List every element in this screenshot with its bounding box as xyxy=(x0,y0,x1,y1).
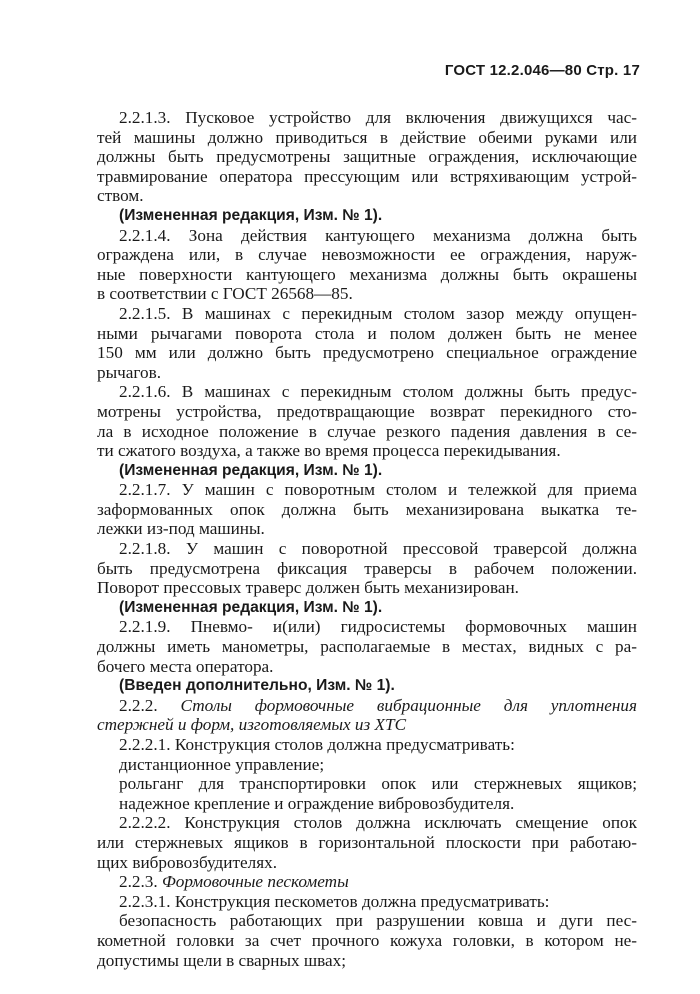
paragraph-2-2-1-4 xyxy=(97,226,637,304)
paragraph-2-2-1-8 xyxy=(97,539,637,598)
text-line: ные поверхности кантующего механизма должны быть окрашены xyxy=(97,264,637,284)
addition-note xyxy=(97,676,637,696)
text-line: ограждена или, в случае невозможности ее ограждения, наруж- xyxy=(97,245,637,265)
section-number: 2.2.2. xyxy=(119,695,158,715)
text-line: в соответствии с ГОСТ 26568—85. xyxy=(97,284,353,304)
text-line: быть предусмотрена фиксация траверсы в рабочем положении. xyxy=(97,558,637,578)
text-line: 2.2.3.1. Конструкция пескометов должна предусматривать: xyxy=(119,891,550,911)
text-line: 150 мм или должно быть предусмотрено специальное ограждение xyxy=(97,343,637,363)
text-line: 2.2.1.8. У машин с поворотной прессовой траверсой должна xyxy=(119,539,637,559)
edition-note xyxy=(97,461,637,481)
paragraph-2-2-2-1 xyxy=(97,735,637,813)
text-line: ными рычагами поворота стола и полом должен быть не менее xyxy=(97,323,637,343)
text-line: безопасность работающих при разрушении ковша и дуги пес- xyxy=(119,911,637,931)
addition-note-text: (Введен дополнительно, Изм. № 1). xyxy=(119,677,395,695)
text-line: 2.2.2.2. Конструкция столов должна исключать смещение опок xyxy=(119,813,637,833)
text-line: тей машины должно приводиться в действие обеими руками или xyxy=(97,127,637,147)
text-line: рычагов. xyxy=(97,362,162,382)
section-heading-2-2-2 xyxy=(97,696,637,735)
text-line: щих вибровозбудителях. xyxy=(97,852,278,872)
document-body xyxy=(97,108,637,970)
edition-note xyxy=(97,206,637,226)
text-line: лежки из-под машины. xyxy=(97,519,265,539)
text-line: 2.2.2.1. Конструкция столов должна предусматривать: xyxy=(119,735,515,754)
section-title: Формовочные пескометы xyxy=(161,872,349,892)
section-heading-2-2-3 xyxy=(97,872,637,892)
text-line: должны иметь манометры, располагаемые в местах, видных с ра- xyxy=(97,637,637,657)
edition-note-text: (Измененная редакция, Изм. № 1). xyxy=(119,598,383,616)
section-title: Столы формовочные вибрационные для уплотнения xyxy=(180,695,637,715)
text-line: кометной головки за счет прочного кожуха головки, в котором не- xyxy=(97,930,637,950)
edition-note-text: (Измененная редакция, Изм. № 1). xyxy=(119,461,383,479)
paragraph-2-2-1-3 xyxy=(97,108,637,206)
text-line: или стержневых ящиков в горизонтальной плоскости при работаю- xyxy=(97,832,637,852)
paragraph-2-2-2-2 xyxy=(97,813,637,872)
section-title-continuation: стержней и форм, изготовляемых из ХТС xyxy=(97,715,407,735)
text-line: 2.2.1.4. Зона действия кантующего механизма должна быть xyxy=(119,225,637,245)
paragraph-2-2-1-5 xyxy=(97,304,637,382)
section-heading-line xyxy=(97,872,637,892)
text-line: 2.2.1.7. У машин с поворотным столом и тележкой для приема xyxy=(119,480,637,500)
paragraph-2-2-1-9 xyxy=(97,617,637,676)
text-line: 2.2.1.6. В машинах с перекидным столом должны быть предус- xyxy=(119,382,637,402)
text-line: ством. xyxy=(97,186,144,206)
paragraph-2-2-1-6 xyxy=(97,382,637,460)
text-line: бочего места оператора. xyxy=(97,656,274,676)
edition-note xyxy=(97,598,637,618)
list-item: рольганг для транспортировки опок или стержневых ящиков; xyxy=(119,774,637,794)
paragraph-2-2-1-7 xyxy=(97,480,637,539)
text-line: мотрены устройства, предотвращающие возврат перекидного сто- xyxy=(97,401,637,421)
text-line: ти сжатого воздуха, а также во время процесса перекидывания. xyxy=(97,441,561,461)
list-item: надежное крепление и ограждение вибровозбудителя. xyxy=(119,793,515,813)
edition-note-text: (Измененная редакция, Изм. № 1). xyxy=(119,206,383,224)
list-item: дистанционное управление; xyxy=(119,754,325,774)
section-heading-line xyxy=(97,696,637,716)
running-head: ГОСТ 12.2.046—80 Стр. 17 xyxy=(444,62,640,79)
text-line: травмирование оператора прессующим или встряхивающим устрой- xyxy=(97,166,637,186)
text-line: заформованных опок должна быть механизирована выкатка те- xyxy=(97,499,637,519)
text-line: 2.2.1.3. Пусковое устройство для включения движущихся час- xyxy=(119,108,637,127)
paragraph-2-2-3-1 xyxy=(97,892,637,970)
text-line: допустимы щели в сварных швах; xyxy=(97,950,347,970)
text-line: Поворот прессовых траверс должен быть механизирован. xyxy=(97,578,519,598)
text-line: 2.2.1.5. В машинах с перекидным столом зазор между опущен- xyxy=(119,303,637,323)
text-line: 2.2.1.9. Пневмо- и(или) гидросистемы формовочных машин xyxy=(119,617,637,637)
text-line: ла в исходное положение в случае резкого падения давления в се- xyxy=(97,421,637,441)
text-line: должны быть предусмотрены защитные ограждения, исключающие xyxy=(97,147,637,167)
section-number: 2.2.3. xyxy=(119,872,158,892)
